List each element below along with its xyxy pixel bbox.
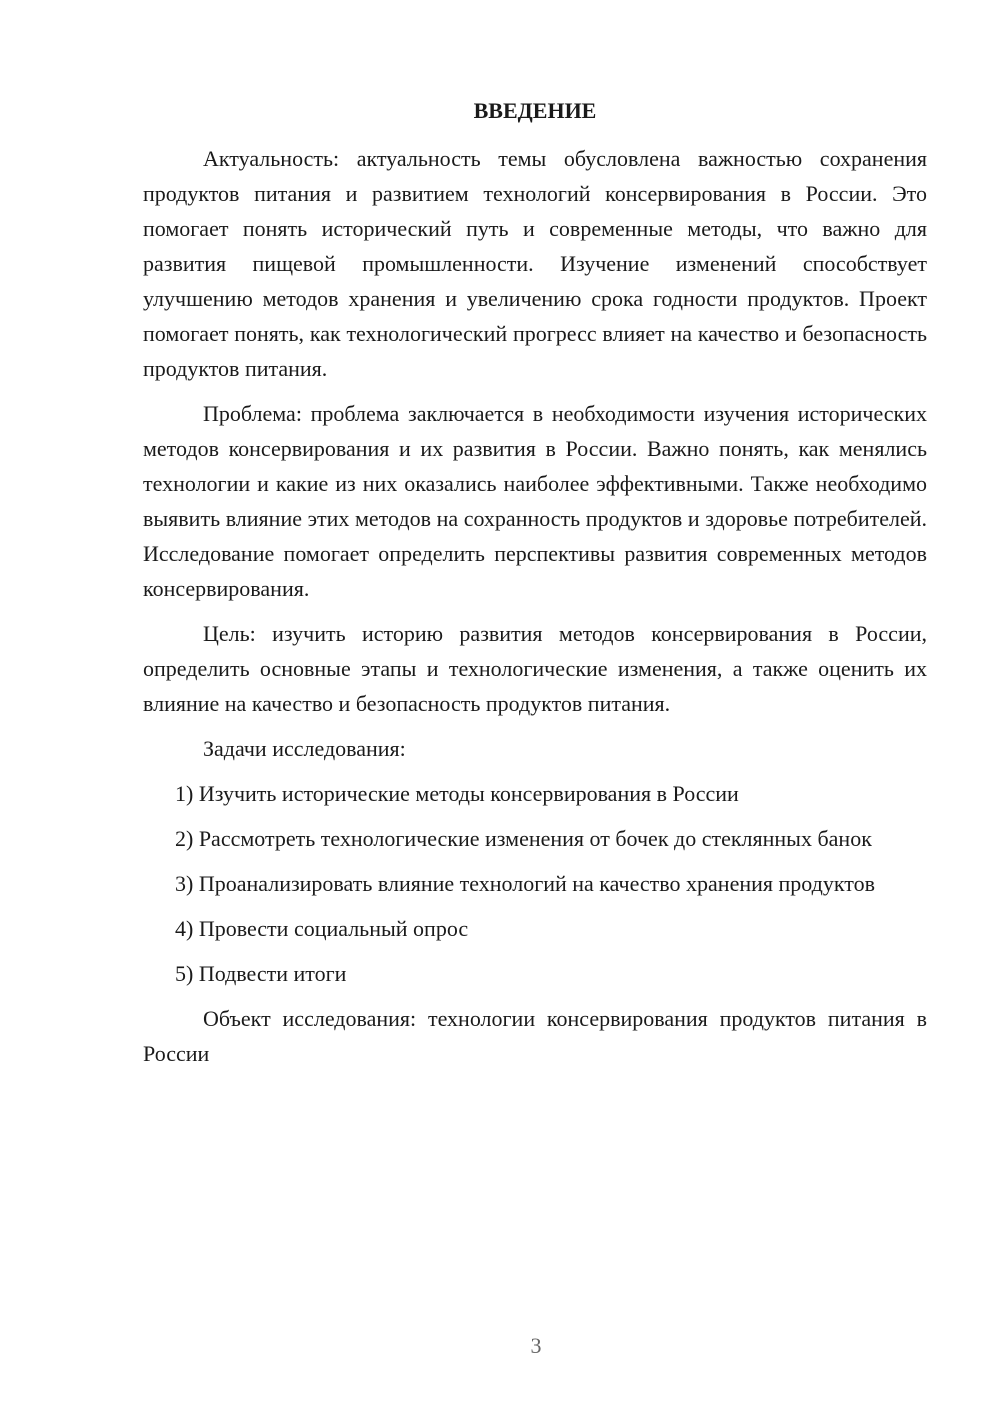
section-heading: ВВЕДЕНИЕ (473, 98, 597, 123)
task-item: 1) Изучить исторические методы консервирования в России (175, 781, 739, 806)
page-number: 3 (530, 1333, 542, 1358)
tasks-heading: Задачи исследования: (203, 736, 406, 761)
task-item: 3) Проанализировать влияние технологий на качество хранения продуктов (175, 871, 875, 896)
task-item: 4) Провести социальный опрос (175, 916, 469, 941)
document-page (143, 96, 927, 1081)
object-paragraph: Объект исследования: технологии консервирования продуктов питания в России (143, 1006, 927, 1066)
relevance-paragraph: Актуальность: актуальность темы обусловлена важностью сохранения продуктов питания и развитием технологий консервирования в России. Это помогает понять исторический путь и современные методы, что важно для развития пищевой промышленности. Изучение изменений способствует улучшению методов хранения и увеличению срока годности продуктов. Проект помогает понять, как технологический прогресс влияет на качество и безопасность продуктов питания. (143, 146, 927, 381)
task-item: 5) Подвести итоги (175, 961, 347, 986)
goal-paragraph: Цель: изучить историю развития методов консервирования в России, определить основные этапы и технологические изменения, а также оценить их влияние на качество и безопасность продуктов питания. (143, 621, 927, 716)
task-item: 2) Рассмотреть технологические изменения от бочек до стеклянных банок (175, 826, 872, 851)
problem-paragraph: Проблема: проблема заключается в необходимости изучения исторических методов консервирования и их развития в России. Важно понять, как менялись технологии и какие из них оказались наиболее эффективными. Также необходимо выявить влияние этих методов на сохранность продуктов и здоровье потребителей. Исследование помогает определить перспективы развития современных методов консервирования. (143, 401, 927, 601)
